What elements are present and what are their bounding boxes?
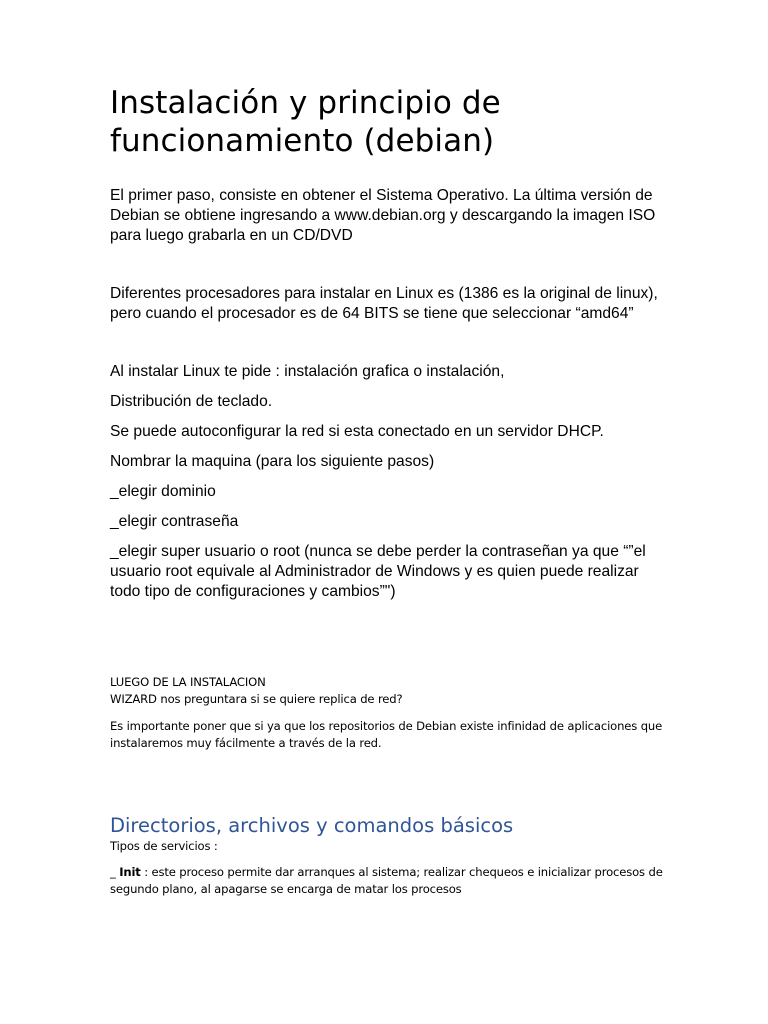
init-term: Init: [119, 865, 141, 879]
post-install-line: WIZARD nos preguntara si se quiere replica de red?: [110, 692, 403, 706]
paragraph-obtain-os: El primer paso, consiste en obtener el Sistema Operativo. La última versión de Debian se obtiene ingresando a www.debian.org y descargando la imagen ISO para luego grabarla en un CD/DVD: [110, 187, 656, 244]
install-step: _elegir super usuario o root (nunca se debe perder la contraseñan ya que “”el usuario root equivale al Administrador de Windows y es quien puede realizar todo tipo de configuraciones y cambios”"): [110, 543, 646, 600]
post-install-paragraph: Es importante poner que si ya que los repositorios de Debian existe infinidad de aplicaciones que instalaremos muy fácilmente a través de la red.: [110, 719, 663, 750]
install-step: Se puede autoconfigurar la red si esta conectado en un servidor DHCP.: [110, 423, 604, 440]
init-prefix: _: [110, 865, 120, 879]
post-install-heading: LUEGO DE LA INSTALACION: [110, 675, 266, 689]
install-step: _elegir contraseña: [110, 513, 239, 530]
section-heading: Directorios, archivos y comandos básicos: [110, 814, 514, 837]
install-step: Al instalar Linux te pide : instalación grafica o instalación,: [110, 363, 505, 380]
init-description: : este proceso permite dar arranques al sistema; realizar chequeos e inicializar procesos de segundo plano, al apagarse se encarga de matar los procesos: [110, 865, 663, 896]
services-label: Tipos de servicios :: [110, 839, 218, 853]
install-step: Distribución de teclado.: [110, 393, 273, 410]
init-paragraph: [110, 864, 670, 898]
document-title: Instalación y principio de funcionamiento (debian): [110, 85, 501, 159]
paragraph-processors: Diferentes procesadores para instalar en Linux es (1386 es la original de linux), pero cuando el procesador es de 64 BITS se tiene que seleccionar “amd64”: [110, 285, 658, 322]
document-page: [110, 84, 670, 898]
install-step: Nombrar la maquina (para los siguiente pasos): [110, 453, 435, 470]
install-step: _elegir dominio: [110, 483, 216, 500]
